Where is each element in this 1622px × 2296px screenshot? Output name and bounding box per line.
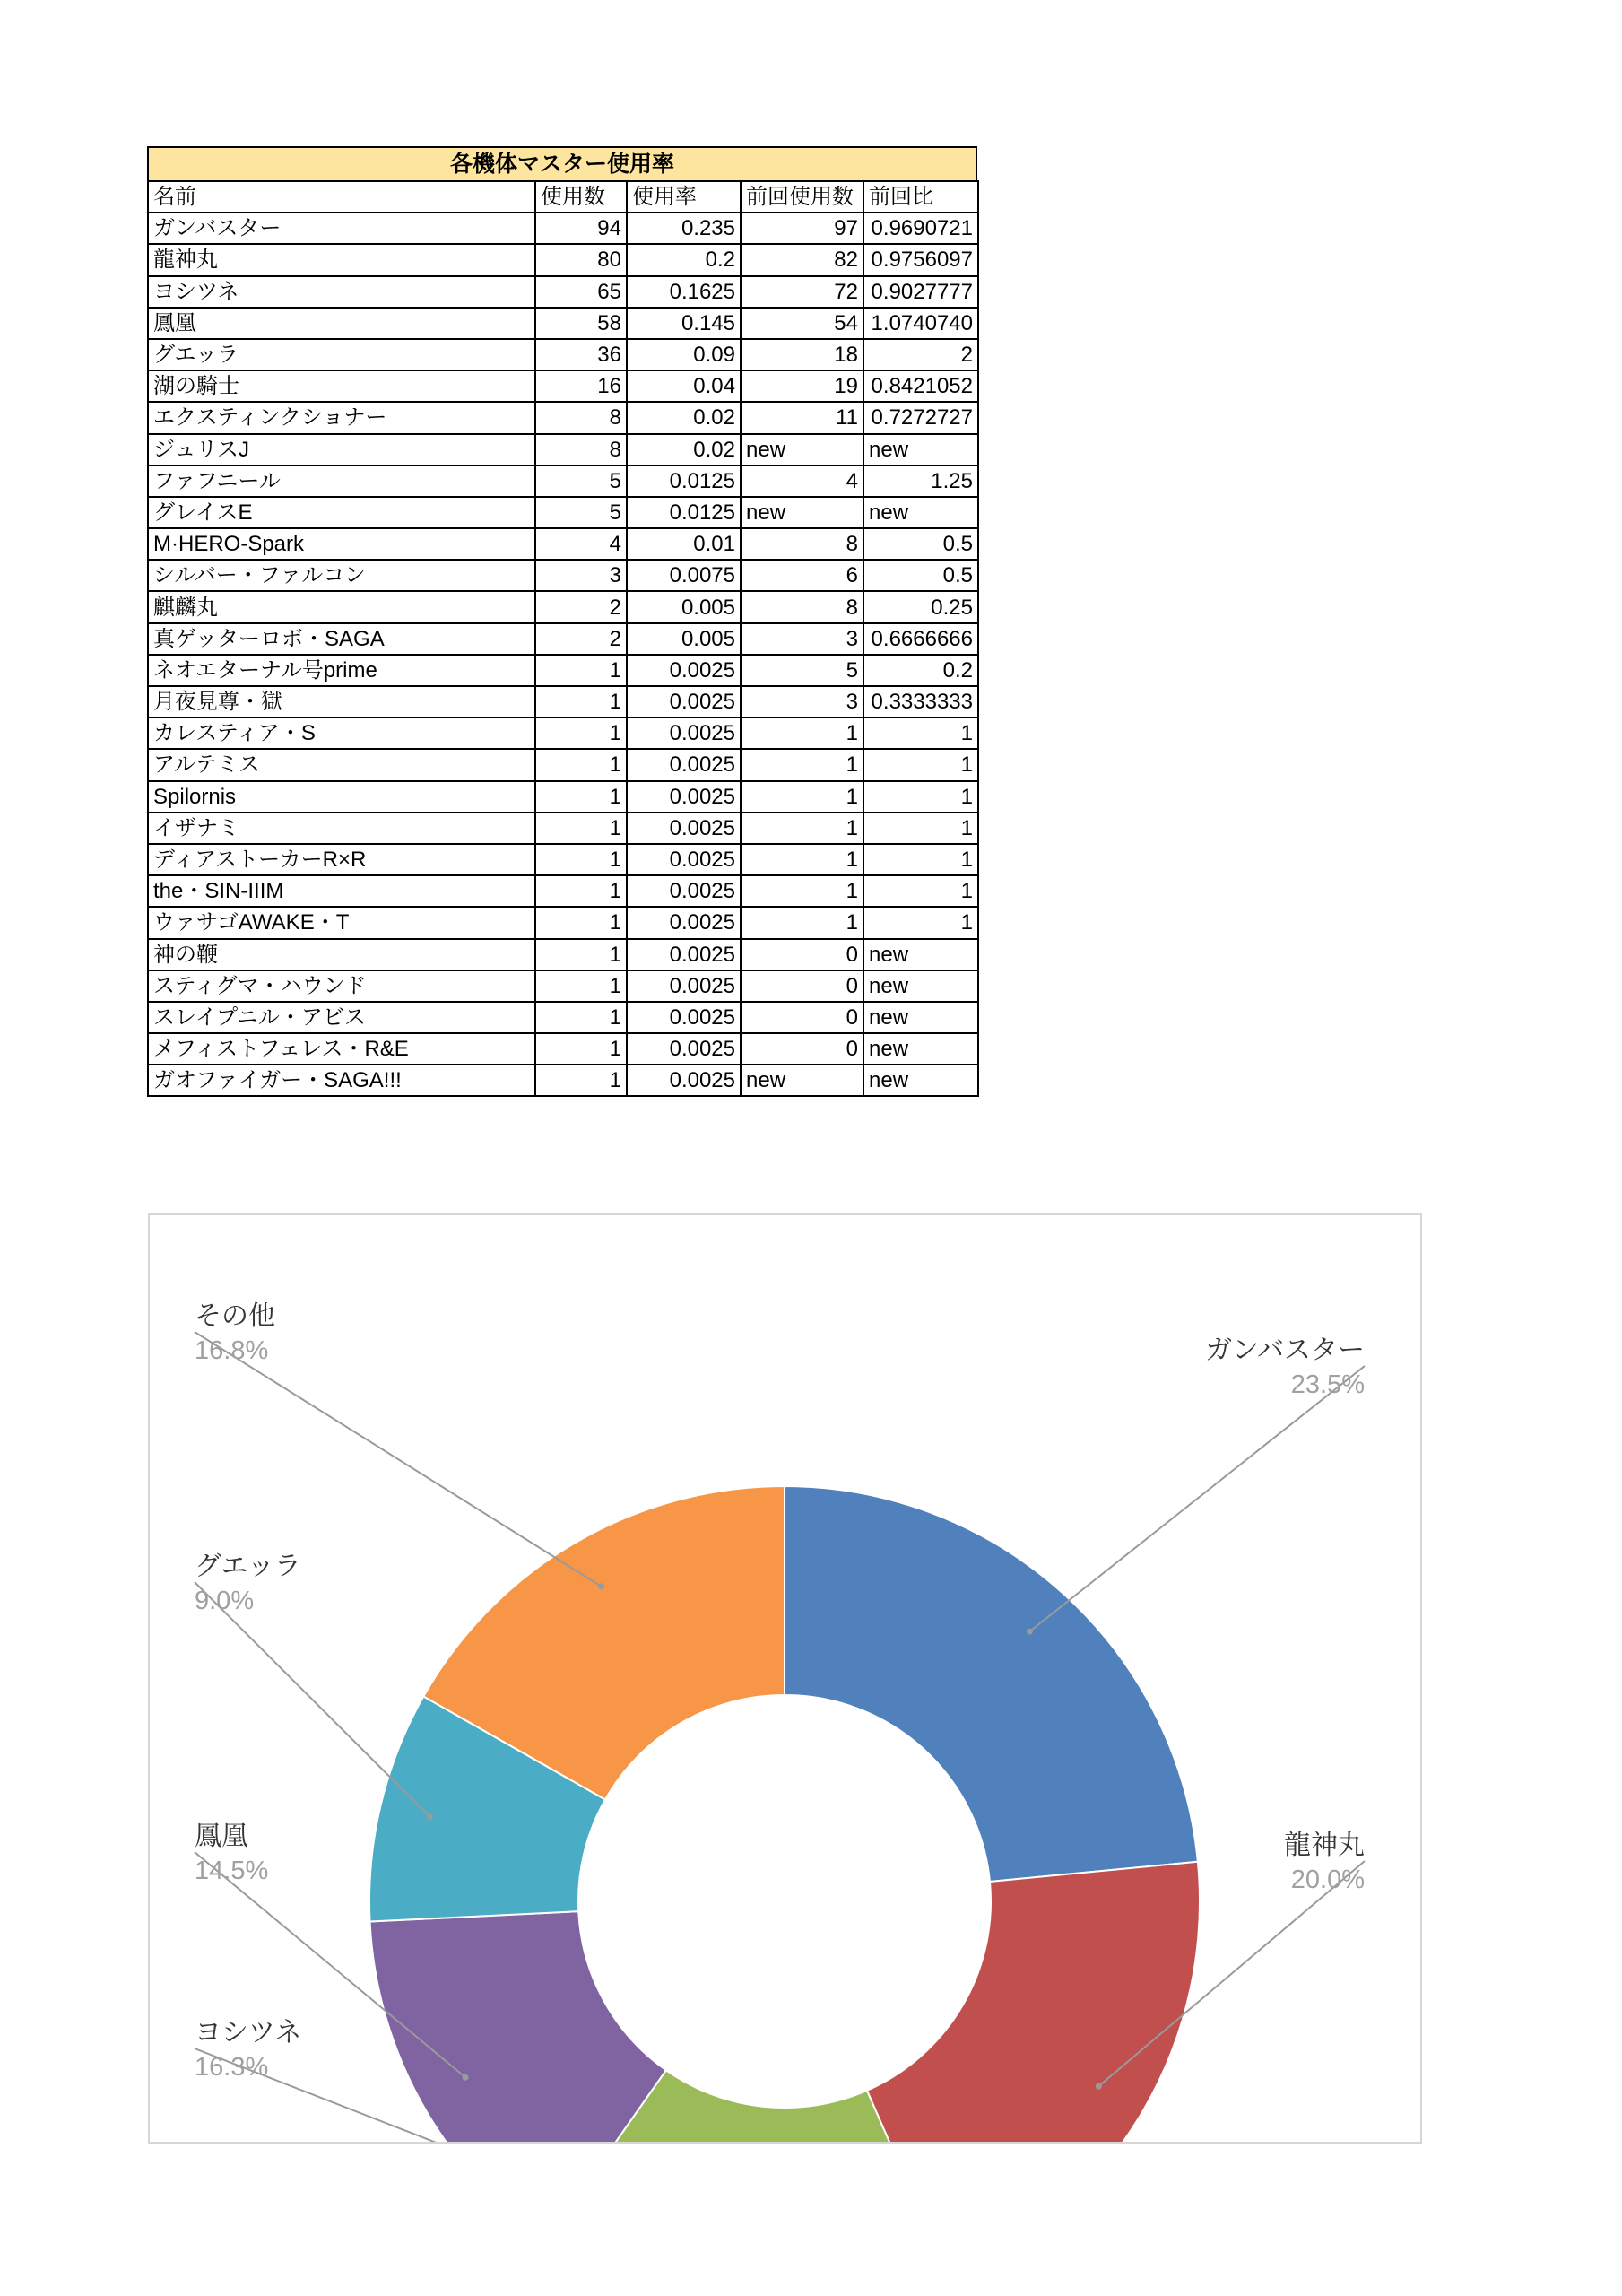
cell-name: グレイスE [148, 497, 535, 528]
cell-prev-count: new [741, 497, 863, 528]
cell-count: 58 [535, 308, 627, 339]
cell-name: スレイプニル・アビス [148, 1002, 535, 1033]
slice-label-name-5: その他 [195, 1301, 275, 1331]
cell-prev-count: 1 [741, 875, 863, 907]
cell-rate: 0.0025 [627, 1065, 741, 1096]
cell-count: 1 [535, 781, 627, 813]
cell-name: 真ゲッターロボ・SAGA [148, 623, 535, 655]
cell-rate: 0.2 [627, 244, 741, 275]
slice-label-percent-2: 16.3% [195, 2053, 269, 2082]
slice-label-name-1: 龍神丸 [1284, 1831, 1365, 1860]
cell-count: 4 [535, 528, 627, 560]
cell-prev-count: 1 [741, 907, 863, 938]
table-row [148, 970, 978, 1002]
slice-label-percent-5: 16.8% [195, 1336, 269, 1365]
cell-prev-count: 0 [741, 939, 863, 970]
cell-count: 8 [535, 402, 627, 433]
table-row [148, 939, 978, 970]
cell-prev-ratio: 1.0740740 [863, 308, 978, 339]
slice-label-percent-3: 14.5% [195, 1857, 269, 1885]
cell-name: the・SIN-IIIM [148, 875, 535, 907]
cell-count: 1 [535, 686, 627, 718]
cell-name: ヨシツネ [148, 276, 535, 308]
cell-prev-ratio: 0.2 [863, 655, 978, 686]
cell-prev-count: 1 [741, 718, 863, 749]
cell-name: カレスティア・S [148, 718, 535, 749]
cell-prev-count: 82 [741, 244, 863, 275]
cell-prev-ratio: 1 [863, 718, 978, 749]
table-row [148, 655, 978, 686]
cell-name: メフィストフェレス・R&E [148, 1033, 535, 1065]
table-row [148, 402, 978, 433]
cell-count: 1 [535, 1002, 627, 1033]
table-row [148, 623, 978, 655]
cell-prev-count: 1 [741, 781, 863, 813]
cell-count: 3 [535, 560, 627, 591]
table-row [148, 813, 978, 844]
table-body [148, 213, 978, 1096]
cell-rate: 0.0075 [627, 560, 741, 591]
cell-name: 湖の騎士 [148, 370, 535, 402]
cell-count: 1 [535, 907, 627, 938]
cell-count: 94 [535, 213, 627, 244]
cell-prev-ratio: new [863, 939, 978, 970]
cell-count: 1 [535, 718, 627, 749]
cell-rate: 0.0025 [627, 813, 741, 844]
leader-dot-0 [1027, 1629, 1033, 1635]
cell-prev-ratio: 1 [863, 844, 978, 875]
cell-prev-count: 19 [741, 370, 863, 402]
donut-chart [150, 1215, 1420, 2142]
cell-prev-ratio: 0.7272727 [863, 402, 978, 433]
cell-name: 龍神丸 [148, 244, 535, 275]
cell-count: 1 [535, 749, 627, 780]
table-row [148, 1002, 978, 1033]
table-row [148, 560, 978, 591]
cell-prev-count: 1 [741, 749, 863, 780]
cell-name: グエッラ [148, 339, 535, 370]
cell-rate: 0.0025 [627, 875, 741, 907]
table-row [148, 370, 978, 402]
cell-rate: 0.0025 [627, 907, 741, 938]
cell-rate: 0.01 [627, 528, 741, 560]
cell-name: シルバー・ファルコン [148, 560, 535, 591]
leader-line-5 [195, 1332, 601, 1587]
cell-rate: 0.0025 [627, 686, 741, 718]
cell-count: 16 [535, 370, 627, 402]
cell-prev-count: 0 [741, 1002, 863, 1033]
cell-prev-ratio: 0.5 [863, 528, 978, 560]
cell-prev-ratio: 1 [863, 781, 978, 813]
cell-prev-ratio: new [863, 497, 978, 528]
cell-prev-count: 54 [741, 308, 863, 339]
donut-slice-0 [785, 1486, 1198, 1882]
cell-prev-count: new [741, 1065, 863, 1096]
table-row [148, 497, 978, 528]
cell-prev-count: 5 [741, 655, 863, 686]
cell-count: 1 [535, 813, 627, 844]
slice-label-percent-4: 9.0% [195, 1587, 255, 1615]
cell-rate: 0.0025 [627, 749, 741, 780]
donut-chart-frame [148, 1213, 1422, 2144]
cell-prev-count: 6 [741, 560, 863, 591]
cell-rate: 0.0025 [627, 844, 741, 875]
cell-count: 1 [535, 655, 627, 686]
cell-count: 1 [535, 1065, 627, 1096]
cell-count: 65 [535, 276, 627, 308]
slice-label-name-4: グエッラ [195, 1552, 301, 1581]
cell-rate: 0.0025 [627, 1033, 741, 1065]
cell-name: スティグマ・ハウンド [148, 970, 535, 1002]
cell-rate: 0.235 [627, 213, 741, 244]
cell-prev-count: 4 [741, 465, 863, 497]
cell-name: アルテミス [148, 749, 535, 780]
cell-count: 1 [535, 939, 627, 970]
cell-prev-count: 18 [741, 339, 863, 370]
cell-prev-count: new [741, 434, 863, 465]
cell-prev-ratio: 2 [863, 339, 978, 370]
cell-count: 5 [535, 465, 627, 497]
cell-prev-count: 0 [741, 970, 863, 1002]
cell-prev-count: 1 [741, 844, 863, 875]
cell-name: ジュリスJ [148, 434, 535, 465]
cell-prev-ratio: new [863, 1002, 978, 1033]
table-row [148, 749, 978, 780]
cell-rate: 0.0025 [627, 939, 741, 970]
cell-prev-ratio: 0.25 [863, 591, 978, 622]
cell-rate: 0.0025 [627, 1002, 741, 1033]
cell-prev-ratio: 1 [863, 875, 978, 907]
slice-label-percent-0: 23.5% [1290, 1370, 1365, 1399]
cell-rate: 0.02 [627, 402, 741, 433]
cell-name: 鳳凰 [148, 308, 535, 339]
cell-count: 8 [535, 434, 627, 465]
cell-rate: 0.005 [627, 591, 741, 622]
cell-prev-count: 3 [741, 623, 863, 655]
cell-name: ディアストーカーR×R [148, 844, 535, 875]
cell-prev-count: 11 [741, 402, 863, 433]
cell-prev-ratio: new [863, 1065, 978, 1096]
table-row [148, 339, 978, 370]
cell-rate: 0.0125 [627, 465, 741, 497]
cell-prev-count: 1 [741, 813, 863, 844]
table-header-row [148, 181, 978, 213]
cell-prev-ratio: 1.25 [863, 465, 978, 497]
usage-table-sheet [147, 146, 977, 1097]
donut-slice-1 [867, 1862, 1200, 2142]
cell-prev-ratio: 1 [863, 813, 978, 844]
cell-prev-count: 8 [741, 528, 863, 560]
cell-prev-ratio: 0.9027777 [863, 276, 978, 308]
leader-dot-4 [427, 1813, 433, 1820]
cell-rate: 0.145 [627, 308, 741, 339]
cell-name: イザナミ [148, 813, 535, 844]
header-prev-count: 前回使用数 [741, 181, 863, 213]
leader-dot-5 [598, 1583, 604, 1589]
cell-name: ファフニール [148, 465, 535, 497]
slice-label-name-0: ガンバスター [1205, 1335, 1365, 1365]
cell-prev-ratio: new [863, 1033, 978, 1065]
leader-line-4 [195, 1582, 430, 1817]
cell-rate: 0.0025 [627, 718, 741, 749]
header-rate: 使用率 [627, 181, 741, 213]
cell-name: Spilornis [148, 781, 535, 813]
cell-name: 月夜見尊・獄 [148, 686, 535, 718]
cell-prev-count: 8 [741, 591, 863, 622]
cell-rate: 0.0125 [627, 497, 741, 528]
slice-label-percent-1: 20.0% [1290, 1866, 1365, 1894]
cell-name: ネオエターナル号prime [148, 655, 535, 686]
table-row [148, 591, 978, 622]
cell-name: M·HERO-Spark [148, 528, 535, 560]
cell-count: 5 [535, 497, 627, 528]
cell-count: 1 [535, 875, 627, 907]
cell-rate: 0.09 [627, 339, 741, 370]
cell-prev-ratio: 0.5 [863, 560, 978, 591]
cell-name: ガオファイガー・SAGA!!! [148, 1065, 535, 1096]
table-row [148, 907, 978, 938]
table-row [148, 1065, 978, 1096]
header-prev-ratio: 前回比 [863, 181, 978, 213]
table-row [148, 465, 978, 497]
leader-line-0 [1029, 1366, 1365, 1631]
cell-name: ガンバスター [148, 213, 535, 244]
cell-rate: 0.005 [627, 623, 741, 655]
cell-count: 36 [535, 339, 627, 370]
cell-rate: 0.02 [627, 434, 741, 465]
table-row [148, 528, 978, 560]
cell-name: 麒麟丸 [148, 591, 535, 622]
cell-rate: 0.1625 [627, 276, 741, 308]
table-row [148, 276, 978, 308]
donut-slice-3 [370, 1911, 666, 2142]
table-row [148, 844, 978, 875]
slice-label-name-2: ヨシツネ [195, 2018, 302, 2048]
table-row [148, 213, 978, 244]
cell-count: 1 [535, 970, 627, 1002]
cell-name: ウァサゴAWAKE・T [148, 907, 535, 938]
cell-prev-ratio: 1 [863, 907, 978, 938]
cell-prev-count: 3 [741, 686, 863, 718]
cell-prev-count: 0 [741, 1033, 863, 1065]
cell-count: 2 [535, 623, 627, 655]
cell-count: 1 [535, 1033, 627, 1065]
cell-prev-ratio: 0.9756097 [863, 244, 978, 275]
usage-table [147, 180, 979, 1097]
leader-dot-3 [462, 2074, 468, 2081]
table-row [148, 434, 978, 465]
cell-rate: 0.0025 [627, 781, 741, 813]
leader-dot-1 [1096, 2083, 1102, 2090]
header-count: 使用数 [535, 181, 627, 213]
cell-rate: 0.0025 [627, 655, 741, 686]
cell-prev-ratio: new [863, 434, 978, 465]
table-row [148, 308, 978, 339]
cell-rate: 0.0025 [627, 970, 741, 1002]
table-row [148, 718, 978, 749]
cell-name: 神の鞭 [148, 939, 535, 970]
header-name: 名前 [148, 181, 535, 213]
table-row [148, 244, 978, 275]
cell-count: 2 [535, 591, 627, 622]
cell-count: 1 [535, 844, 627, 875]
cell-prev-count: 72 [741, 276, 863, 308]
cell-name: エクスティンクショナー [148, 402, 535, 433]
cell-prev-ratio: new [863, 970, 978, 1002]
cell-prev-count: 97 [741, 213, 863, 244]
cell-prev-ratio: 0.6666666 [863, 623, 978, 655]
cell-rate: 0.04 [627, 370, 741, 402]
cell-prev-ratio: 0.9690721 [863, 213, 978, 244]
table-row [148, 875, 978, 907]
slice-label-name-3: 鳳凰 [195, 1822, 248, 1851]
table-row [148, 686, 978, 718]
cell-count: 80 [535, 244, 627, 275]
cell-prev-ratio: 1 [863, 749, 978, 780]
cell-prev-ratio: 0.3333333 [863, 686, 978, 718]
cell-prev-ratio: 0.8421052 [863, 370, 978, 402]
table-row [148, 1033, 978, 1065]
table-row [148, 781, 978, 813]
table-title: 各機体マスター使用率 [147, 146, 977, 180]
